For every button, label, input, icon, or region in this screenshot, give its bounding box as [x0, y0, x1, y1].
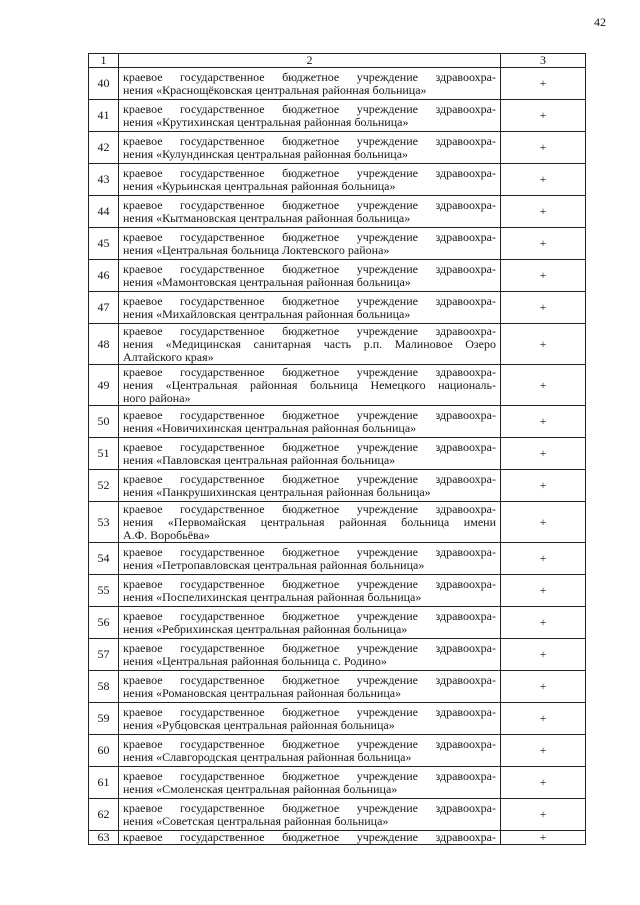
text-line: нения «Центральная районная больница с. Родино»	[123, 653, 387, 668]
text-line: нения «Центральная районная больница Немецкого националь-	[123, 377, 496, 392]
text-line: нения «Славгородская центральная районная больница»	[123, 749, 412, 764]
institution-name	[119, 735, 501, 767]
table-row	[89, 228, 586, 260]
row-number: 50	[89, 406, 119, 438]
institution-name	[119, 365, 501, 406]
row-number: 44	[89, 196, 119, 228]
mark-cell: +	[501, 292, 586, 324]
header-cell-number: 1	[89, 54, 119, 68]
table-row	[89, 575, 586, 607]
text-line: нения «Первомайская центральная районная больница имени	[123, 514, 496, 529]
text-line: нения «Ребрихинская центральная районная больница»	[123, 621, 408, 636]
institution-name	[119, 767, 501, 799]
table-row	[89, 365, 586, 406]
mark-cell: +	[501, 438, 586, 470]
text-line: нения «Краснощёковская центральная районная больница»	[123, 82, 427, 97]
text-line: краевое государственное бюджетное учреждение здравоохра-	[123, 736, 496, 751]
table-row	[89, 767, 586, 799]
text-line: нения «Кулундинская центральная районная больница»	[123, 146, 409, 161]
mark-cell: +	[501, 799, 586, 831]
text-line: краевое государственное бюджетное учреждение здравоохра-	[123, 197, 496, 212]
institution-name	[119, 502, 501, 543]
mark-cell: +	[501, 575, 586, 607]
table-body	[89, 68, 586, 845]
table-row	[89, 502, 586, 543]
institution-name	[119, 639, 501, 671]
table-row	[89, 703, 586, 735]
text-line: краевое государственное бюджетное учреждение здравоохра-	[123, 165, 496, 180]
table-row	[89, 406, 586, 438]
text-line: краевое государственное бюджетное учреждение здравоохра-	[123, 501, 496, 516]
row-number: 60	[89, 735, 119, 767]
text-line: краевое государственное бюджетное учреждение здравоохра-	[123, 800, 496, 815]
mark-cell: +	[501, 703, 586, 735]
row-number: 61	[89, 767, 119, 799]
institution-name	[119, 292, 501, 324]
text-line: нения «Мамонтовская центральная районная больница»	[123, 274, 411, 289]
institution-name	[119, 196, 501, 228]
institution-name	[119, 543, 501, 575]
text-line: краевое государственное бюджетное учреждение здравоохра-	[123, 704, 496, 719]
institution-name	[119, 164, 501, 196]
text-line: краевое государственное бюджетное учреждение здравоохра-	[123, 407, 496, 422]
table-row	[89, 438, 586, 470]
institution-name	[119, 671, 501, 703]
row-number: 54	[89, 543, 119, 575]
row-number: 40	[89, 68, 119, 100]
institution-name	[119, 260, 501, 292]
row-number: 59	[89, 703, 119, 735]
header-cell-mark: 3	[501, 54, 586, 68]
text-line: А.Ф. Воробьёва»	[123, 527, 210, 542]
text-line: краевое государственное бюджетное учреждение здравоохра-	[123, 364, 496, 379]
text-line: нения «Петропавловская центральная районная больница»	[123, 557, 425, 572]
row-number: 62	[89, 799, 119, 831]
table-row	[89, 100, 586, 132]
text-line: нения «Михайловская центральная районная больница»	[123, 306, 411, 321]
text-line: нения «Центральная больница Локтевского района»	[123, 242, 390, 257]
mark-cell: +	[501, 365, 586, 406]
table-row	[89, 470, 586, 502]
institution-name	[119, 470, 501, 502]
institution-name	[119, 703, 501, 735]
text-line: краевое государственное бюджетное учреждение здравоохра-	[123, 439, 496, 454]
text-line: нения «Медицинская санитарная часть р.п. Малиновое Озеро	[123, 336, 496, 351]
mark-cell: +	[501, 100, 586, 132]
text-line: краевое государственное бюджетное учреждение здравоохра-	[123, 101, 496, 116]
text-line: краевое государственное бюджетное учреждение здравоохра-	[123, 471, 496, 486]
institution-name	[119, 799, 501, 831]
text-line: краевое государственное бюджетное учреждение здравоохра-	[123, 608, 496, 623]
text-line: Алтайского края»	[123, 349, 214, 364]
mark-cell: +	[501, 228, 586, 260]
mark-cell: +	[501, 831, 586, 845]
row-number: 48	[89, 324, 119, 365]
table-row	[89, 831, 586, 845]
mark-cell: +	[501, 196, 586, 228]
institution-name	[119, 575, 501, 607]
text-line: краевое государственное бюджетное учреждение здравоохра-	[123, 133, 496, 148]
mark-cell: +	[501, 68, 586, 100]
table-row	[89, 671, 586, 703]
row-number: 57	[89, 639, 119, 671]
row-number: 46	[89, 260, 119, 292]
mark-cell: +	[501, 164, 586, 196]
table-row	[89, 735, 586, 767]
institution-name	[119, 438, 501, 470]
row-number: 58	[89, 671, 119, 703]
row-number: 43	[89, 164, 119, 196]
text-line: нения «Романовская центральная районная больница»	[123, 685, 402, 700]
table-row	[89, 196, 586, 228]
row-number: 42	[89, 132, 119, 164]
table-row	[89, 292, 586, 324]
table-row	[89, 799, 586, 831]
text-line: нения «Кытмановская центральная районная больница»	[123, 210, 411, 225]
mark-cell: +	[501, 607, 586, 639]
mark-cell: +	[501, 543, 586, 575]
text-line: нения «Панкрушихинская центральная районная больница»	[123, 484, 431, 499]
mark-cell: +	[501, 735, 586, 767]
text-line: нения «Смоленская центральная районная больница»	[123, 781, 398, 796]
institution-name	[119, 68, 501, 100]
text-line: нения «Крутихинская центральная районная больница»	[123, 114, 409, 129]
text-line: ного района»	[123, 390, 191, 405]
text-line: краевое государственное бюджетное учреждение здравоохра-	[123, 323, 496, 338]
mark-cell: +	[501, 324, 586, 365]
mark-cell: +	[501, 639, 586, 671]
institution-name	[119, 100, 501, 132]
text-line: краевое государственное бюджетное учреждение здравоохра-	[123, 830, 496, 844]
mark-cell: +	[501, 502, 586, 543]
text-line: краевое государственное бюджетное учреждение здравоохра-	[123, 544, 496, 559]
page-number: 42	[594, 15, 606, 29]
mark-cell: +	[501, 470, 586, 502]
table-row	[89, 164, 586, 196]
table-row	[89, 132, 586, 164]
table-header-row	[89, 54, 586, 68]
row-number: 55	[89, 575, 119, 607]
row-number: 52	[89, 470, 119, 502]
institution-name	[119, 406, 501, 438]
institution-name	[119, 831, 501, 845]
text-line: краевое государственное бюджетное учреждение здравоохра-	[123, 576, 496, 591]
table-row	[89, 68, 586, 100]
institution-name	[119, 228, 501, 260]
mark-cell: +	[501, 406, 586, 438]
document-table	[88, 53, 586, 845]
table-row	[89, 543, 586, 575]
row-number: 41	[89, 100, 119, 132]
text-line: нения «Советская центральная районная больница»	[123, 813, 389, 828]
text-line: краевое государственное бюджетное учреждение здравоохра-	[123, 261, 496, 276]
text-line: краевое государственное бюджетное учреждение здравоохра-	[123, 69, 496, 84]
row-number: 47	[89, 292, 119, 324]
text-line: краевое государственное бюджетное учреждение здравоохра-	[123, 640, 496, 655]
mark-cell: +	[501, 671, 586, 703]
text-line: краевое государственное бюджетное учреждение здравоохра-	[123, 229, 496, 244]
text-line: краевое государственное бюджетное учреждение здравоохра-	[123, 768, 496, 783]
text-line: нения «Поспелихинская центральная районная больница»	[123, 589, 422, 604]
row-number: 63	[89, 831, 119, 845]
text-line: нения «Павловская центральная районная больница»	[123, 452, 396, 467]
table-row	[89, 324, 586, 365]
table-row	[89, 607, 586, 639]
row-number: 56	[89, 607, 119, 639]
mark-cell: +	[501, 260, 586, 292]
row-number: 53	[89, 502, 119, 543]
mark-cell: +	[501, 767, 586, 799]
text-line: нения «Новичихинская центральная районная больница»	[123, 420, 417, 435]
table-row	[89, 639, 586, 671]
text-line: нения «Рубцовская центральная районная больница»	[123, 717, 395, 732]
institution-name	[119, 324, 501, 365]
row-number: 51	[89, 438, 119, 470]
header-cell-name: 2	[119, 54, 501, 68]
row-number: 45	[89, 228, 119, 260]
text-line: краевое государственное бюджетное учреждение здравоохра-	[123, 672, 496, 687]
row-number: 49	[89, 365, 119, 406]
institution-name	[119, 132, 501, 164]
mark-cell: +	[501, 132, 586, 164]
table-row	[89, 260, 586, 292]
institution-name	[119, 607, 501, 639]
text-line: краевое государственное бюджетное учреждение здравоохра-	[123, 293, 496, 308]
text-line: нения «Курьинская центральная районная больница»	[123, 178, 396, 193]
